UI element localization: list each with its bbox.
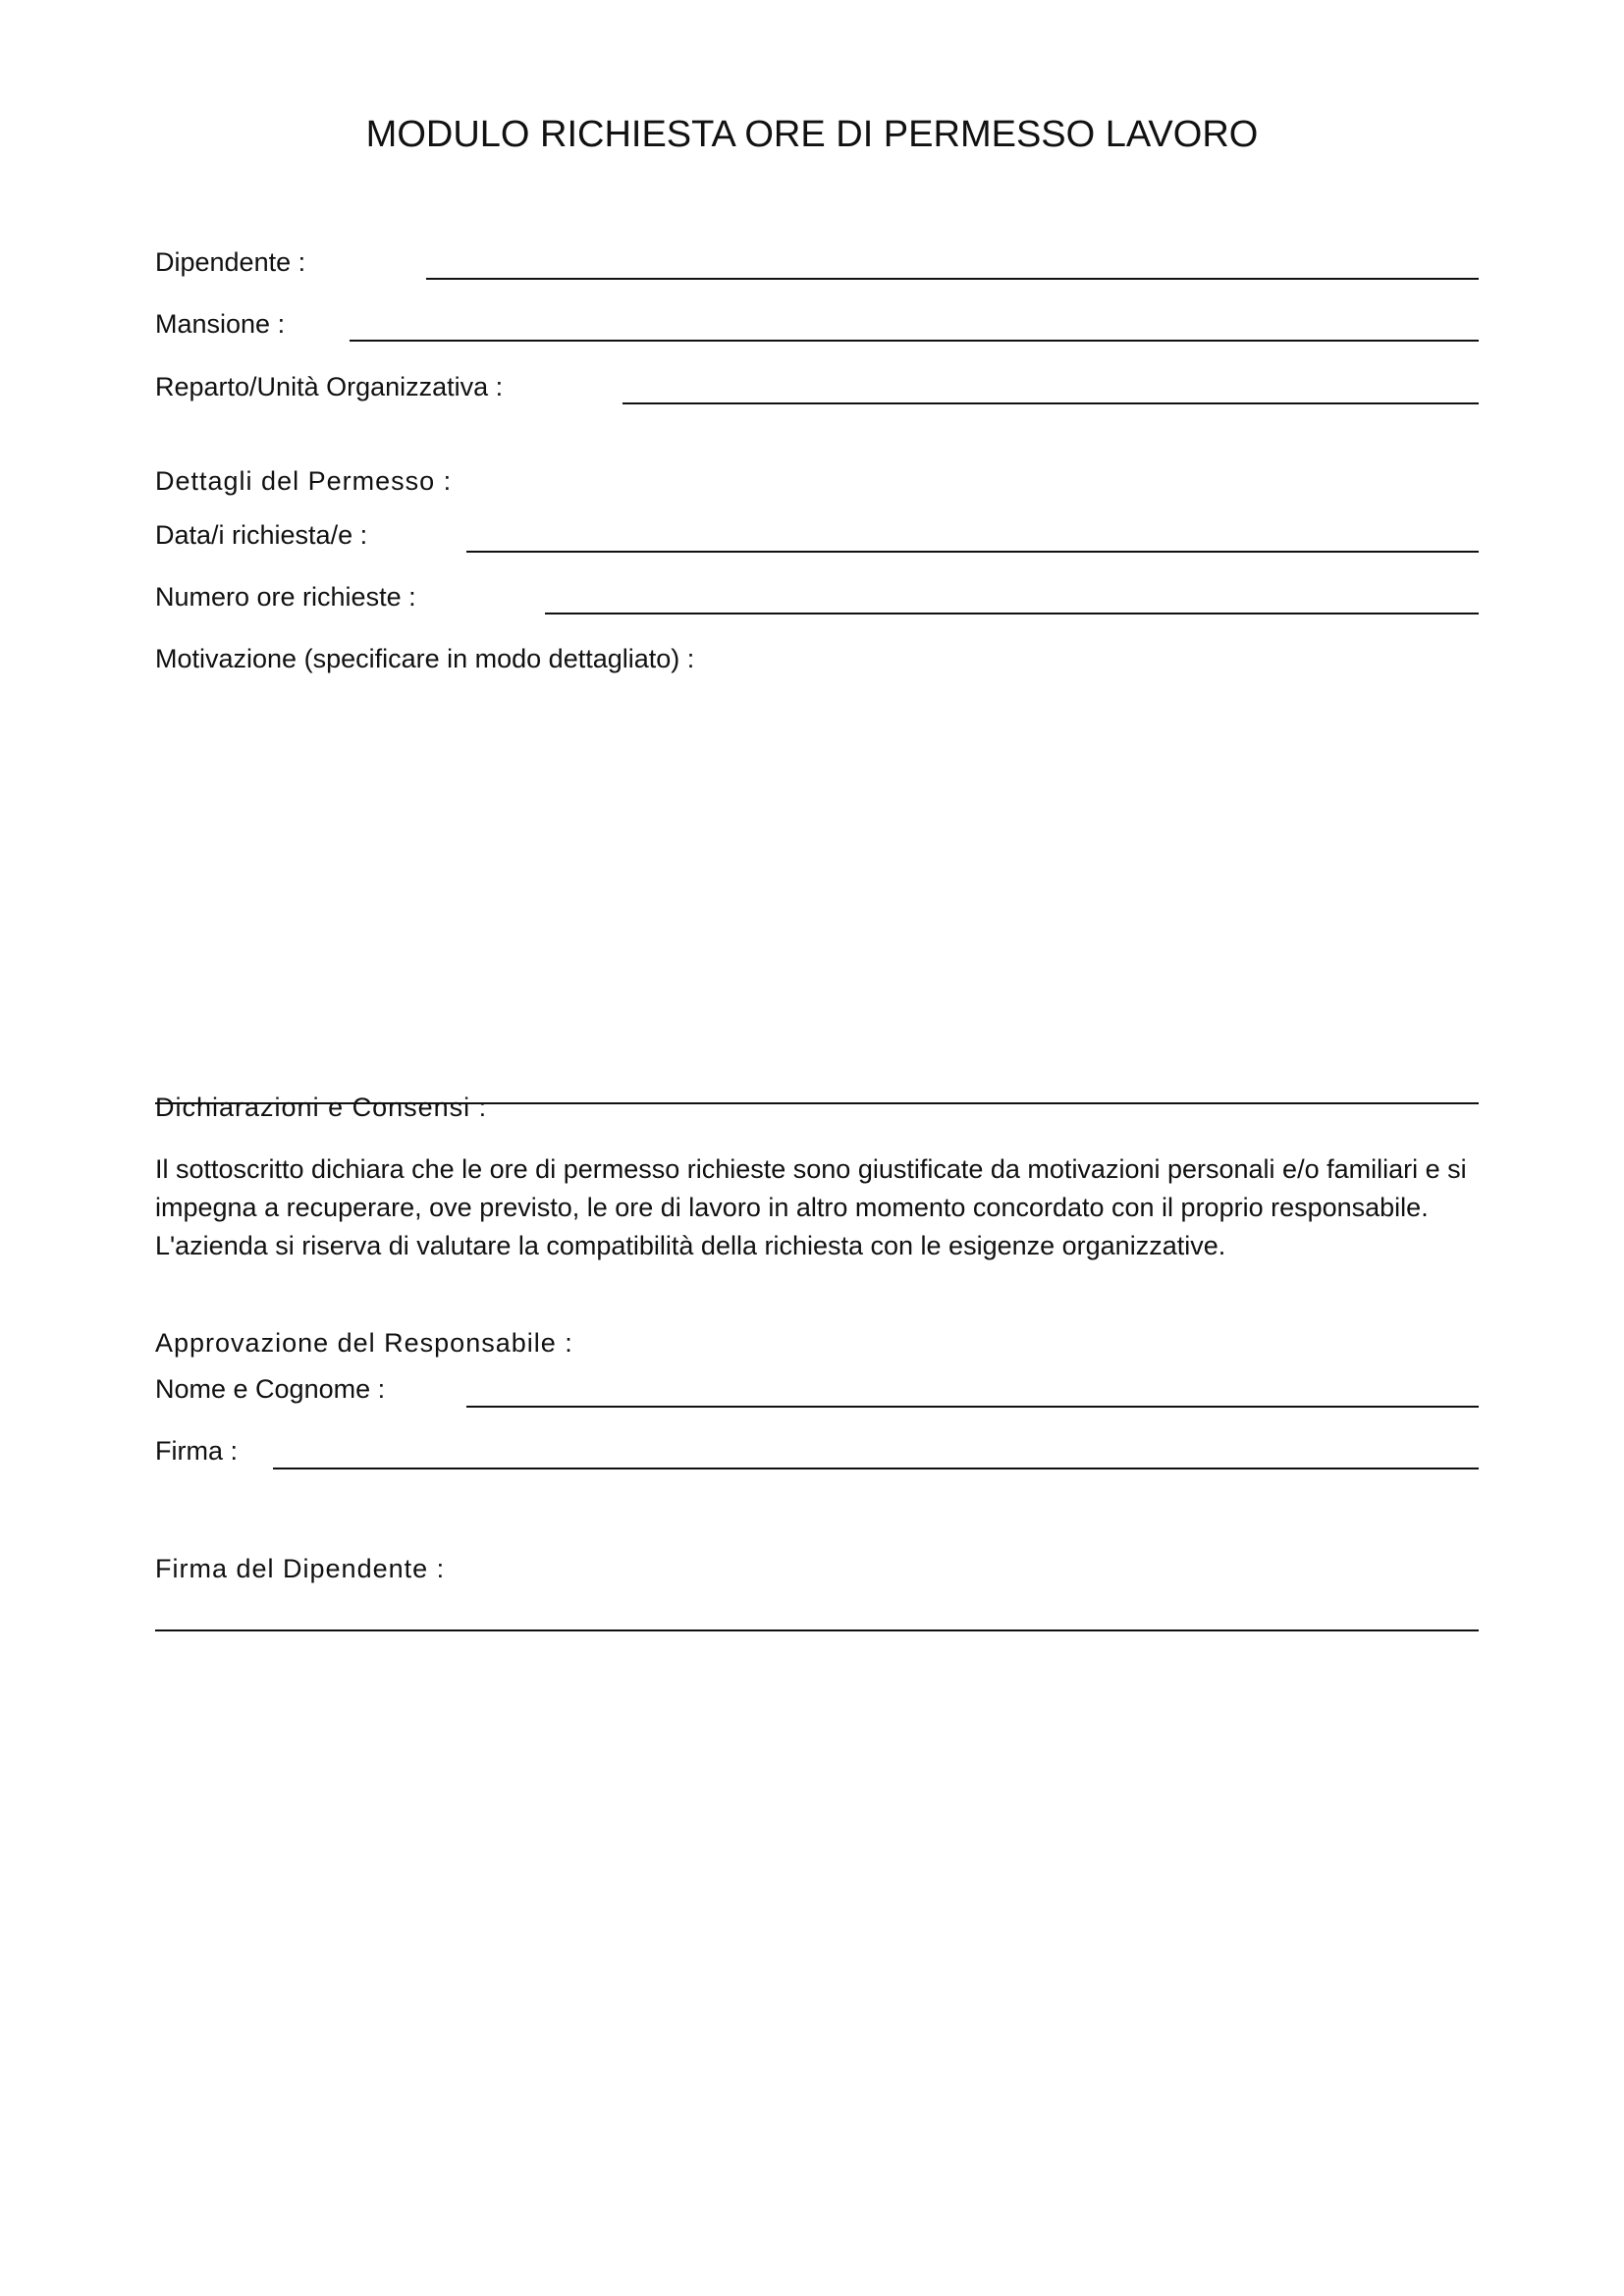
- employee-signature-label: Firma del Dipendente :: [155, 1554, 446, 1583]
- employee-label: Dipendente :: [155, 247, 306, 277]
- dates-field-line[interactable]: [466, 551, 1479, 553]
- approver-signature-label: Firma :: [155, 1436, 238, 1466]
- department-label: Reparto/Unità Organizzativa :: [155, 372, 504, 401]
- reason-label: Motivazione (specificare in modo dettagliato) :: [155, 644, 695, 673]
- employee-signature-field-line[interactable]: [155, 1629, 1479, 1631]
- approval-heading: Approvazione del Responsabile :: [155, 1328, 573, 1358]
- page-title: MODULO RICHIESTA ORE DI PERMESSO LAVORO: [365, 114, 1259, 155]
- dates-label: Data/i richiesta/e :: [155, 520, 368, 550]
- department-field-line[interactable]: [623, 402, 1479, 404]
- approver-name-label: Nome e Cognome :: [155, 1374, 386, 1404]
- reason-text-area[interactable]: [155, 687, 1479, 1099]
- declarations-heading: Dichiarazioni e Consensi :: [155, 1093, 488, 1122]
- role-label: Mansione :: [155, 309, 286, 339]
- employee-field-line[interactable]: [426, 278, 1479, 280]
- hours-label: Numero ore richieste :: [155, 582, 416, 612]
- declarations-text: Il sottoscritto dichiara che le ore di permesso richieste sono giustificate da motivazioni personali e/o familiari e si impegna a recuperare, ove previsto, le ore di lavoro in altro momento concordato con il proprio responsabile. L'azienda si riserva di valutare la compatibilità della richiesta con le esigenze organizzative.: [155, 1154, 1467, 1260]
- hours-field-line[interactable]: [545, 613, 1479, 614]
- approver-name-field-line[interactable]: [466, 1406, 1479, 1408]
- approver-signature-field-line[interactable]: [273, 1468, 1479, 1469]
- permit-details-heading: Dettagli del Permesso :: [155, 466, 453, 496]
- role-field-line[interactable]: [350, 340, 1479, 342]
